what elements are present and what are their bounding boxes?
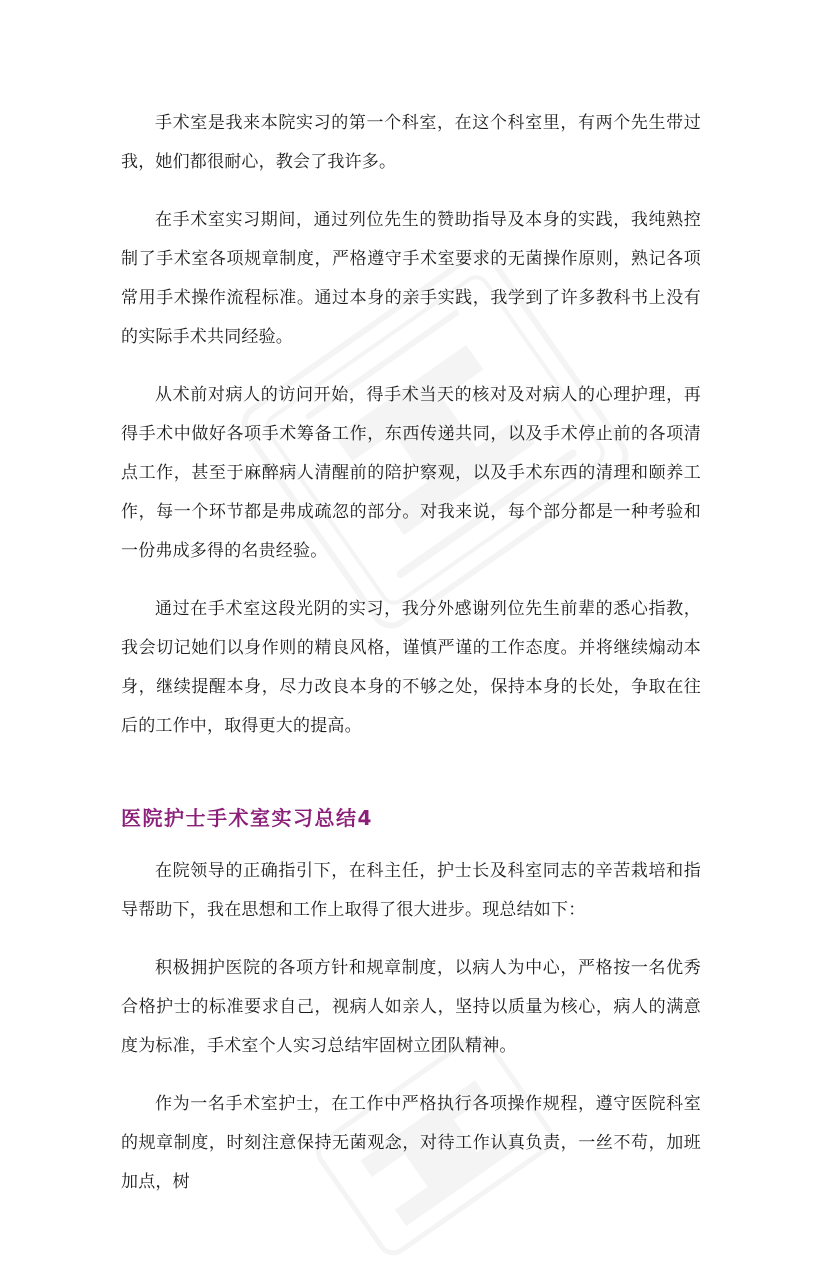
- document-content: [121, 104, 701, 1202]
- paragraph: 通过在手术室这段光阴的实习，我分外感谢列位先生前辈的悉心指教，我会切记她们以身作则的精良风格，谨慎严谨的工作态度。并将继续煽动本身，继续提醒本身，尽力改良本身的不够之处，保持本身的长处，争取在往后的工作中，取得更大的提高。: [121, 599, 701, 736]
- paragraph: 在手术室实习期间，通过列位先生的赞助指导及本身的实践，我纯熟控制了手术室各项规章制度，严格遵守手术室要求的无菌操作原则，熟记各项常用手术操作流程标准。通过本身的亲手实践，我学到了许多教科书上没有的实际手术共同经验。: [121, 210, 701, 347]
- section-heading: 医院护士手术室实习总结4: [121, 806, 373, 830]
- paragraph: 积极拥护医院的各项方针和规章制度，以病人为中心，严格按一名优秀合格护士的标准要求自己，视病人如亲人，坚持以质量为核心，病人的满意度为标准，手术室个人实习总结牢固树立团队精神。: [121, 958, 701, 1056]
- paragraph: 从术前对病人的访问开始，得手术当天的核对及对病人的心理护理，再得手术中做好各项手术筹备工作，东西传递共同，以及手术停止前的各项清点工作，甚至于麻醉病人清醒前的陪护察观，以及手术东西的清理和颐养工作，每一个环节都是弗成疏忽的部分。对我来说，每个部分都是一种考验和一份弗成多得的名贵经验。: [121, 385, 701, 561]
- paragraph: 在院领导的正确指引下，在科主任，护士长及科室同志的辛苦栽培和指导帮助下，我在思想和工作上取得了很大进步。现总结如下：: [121, 861, 701, 920]
- paragraph: 手术室是我来本院实习的第一个科室，在这个科室里，有两个先生带过我，她们都很耐心，教会了我许多。: [121, 113, 701, 172]
- paragraph: 作为一名手术室护士，在工作中严格执行各项操作规程，遵守医院科室的规章制度，时刻注意保持无菌观念，对待工作认真负责，一丝不苟，加班加点，树: [121, 1094, 701, 1192]
